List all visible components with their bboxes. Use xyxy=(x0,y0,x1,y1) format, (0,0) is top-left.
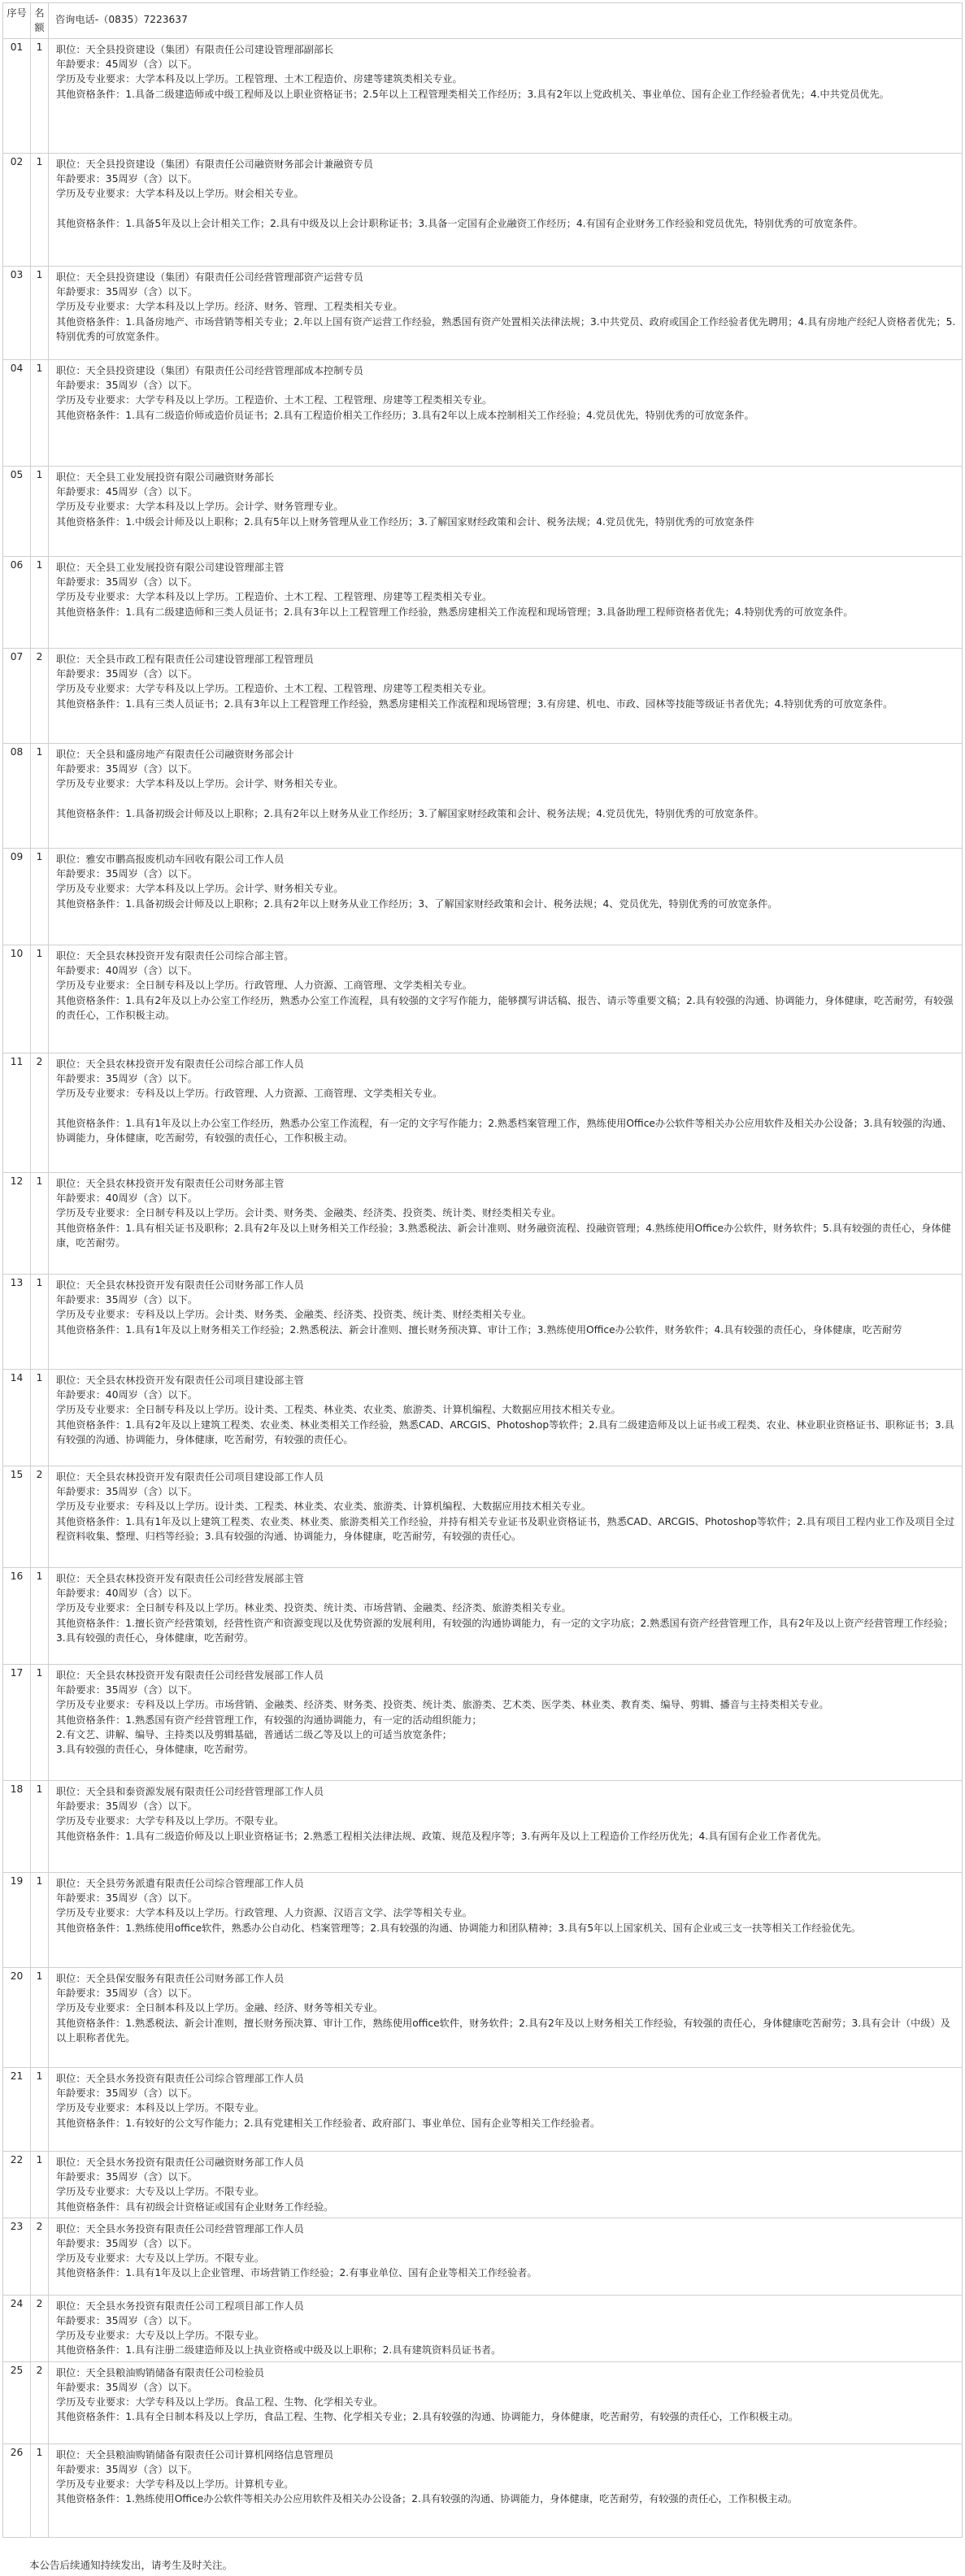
row-serial-number: 12 xyxy=(3,1173,31,1275)
row-serial-number: 07 xyxy=(3,649,31,744)
row-description: 职位：天全县投资建设（集团）有限责任公司融资财务部会计兼融资专员 年龄要求：35周岁（含）以下。 学历及专业要求：大学本科及以上学历。财会相关专业。 其他资格条件：1.具备5年及以上会计相关工作；2.具有中级及以上会计职称证书；3.具备一定国有企业融资工作经历；4.有国有企业财务工作经验和党员优先，特别优秀的可放宽条件。 xyxy=(49,154,963,267)
row-serial-number: 03 xyxy=(3,267,31,360)
row-quota: 2 xyxy=(31,2295,49,2361)
table-row xyxy=(3,360,963,467)
row-serial-number: 23 xyxy=(3,2218,31,2295)
row-quota: 1 xyxy=(31,744,49,849)
row-quota: 1 xyxy=(31,945,49,1053)
table-header-row xyxy=(3,3,963,39)
table-row xyxy=(3,2444,963,2537)
table-row xyxy=(3,1370,963,1466)
row-description: 职位：天全县劳务派遣有限责任公司综合管理部工作人员 年龄要求：35周岁（含）以下。 学历及专业要求：大学本科及以上学历。行政管理、人力资源、汉语言文学、法学等相关专业。 其他资格条件：1.熟练使用office软件，熟悉办公自动化、档案管理等；2.具有较强的沟通、协调能力和团队精神；3.具有5年以上国家机关、国有企业或三支一扶等相关工作经验优先。 xyxy=(49,1873,963,1968)
row-serial-number: 09 xyxy=(3,849,31,945)
row-quota: 1 xyxy=(31,1568,49,1665)
row-quota: 1 xyxy=(31,557,49,649)
row-serial-number: 04 xyxy=(3,360,31,467)
table-row xyxy=(3,2068,963,2152)
table-row xyxy=(3,1173,963,1275)
row-quota: 1 xyxy=(31,360,49,467)
table-row xyxy=(3,557,963,649)
row-quota: 2 xyxy=(31,2361,49,2444)
row-serial-number: 14 xyxy=(3,1370,31,1466)
row-serial-number: 05 xyxy=(3,467,31,557)
row-serial-number: 18 xyxy=(3,1781,31,1873)
row-quota: 1 xyxy=(31,1173,49,1275)
row-description: 职位：天全县农林投资开发有限责任公司经营发展部主管 年龄要求：40周岁（含）以下。 学历及专业要求：全日制专科及以上学历。林业类、投资类、统计类、市场营销、金融类、经济类、旅游类相关专业。 其他资格条件：1.擅长资产经营策划，经营性资产和资源变现以及优势资源的发展利用，有较强的沟通协调能力，有一定的文字功底；2.熟悉国有资产经营管理工作，具有2年及以上资产经营管理工作经验；3.具有较强的责任心，身体健康，吃苦耐劳。 xyxy=(49,1568,963,1665)
row-quota: 1 xyxy=(31,1781,49,1873)
table-row xyxy=(3,2361,963,2444)
table-row xyxy=(3,267,963,360)
row-serial-number: 21 xyxy=(3,2068,31,2152)
row-description: 职位：天全县水务投资有限责任公司工程项目部工作人员 年龄要求：35周岁（含）以下。 学历及专业要求：大专及以上学历。不限专业。 其他资格条件：1.具有注册二级建造师及以上执业资格或中级及以上职称；2.具有建筑资料员证书者。 xyxy=(49,2295,963,2361)
row-description: 职位：天全县工业发展投资有限公司建设管理部主管 年龄要求：35周岁（含）以下。 学历及专业要求：大学本科及以上学历。工程造价、土木工程、工程管理、房建等工程类相关专业。 其他资格条件：1.具有二级建造师和三类人员证书；2.具有3年以上工程管理工作经验，熟悉房建相关工作流程和现场管理；3.具备助理工程师资格者优先；4.特别优秀的可放宽条件。 xyxy=(49,557,963,649)
row-serial-number: 13 xyxy=(3,1275,31,1370)
contact-phone: 咨询电话-（0835）7223637 xyxy=(49,3,963,39)
row-serial-number: 08 xyxy=(3,744,31,849)
positions-table xyxy=(2,2,963,2538)
row-description: 职位：天全县和盛房地产有限责任公司融资财务部会计 年龄要求：35周岁（含）以下。 学历及专业要求：大学本科及以上学历。会计学、财务相关专业。 其他资格条件：1.具备初级会计师及以上职称；2.具有2年以上财务从业工作经历；3.了解国家财经政策和会计、税务法规；4.党员优先，特别优秀的可放宽条件。 xyxy=(49,744,963,849)
table-row xyxy=(3,1466,963,1568)
row-quota: 1 xyxy=(31,1873,49,1968)
row-description: 职位：天全县水务投资有限责任公司综合管理部工作人员 年龄要求：35周岁（含）以下。 学历及专业要求：本科及以上学历。不限专业。 其他资格条件：1.有较好的公文写作能力；2.具有党建相关工作经验者、政府部门、事业单位、国有企业等相关工作经验者。 xyxy=(49,2068,963,2152)
table-row xyxy=(3,1568,963,1665)
table-row xyxy=(3,849,963,945)
row-description: 职位：天全县投资建设（集团）有限责任公司建设管理部副部长 年龄要求：45周岁（含）以下。 学历及专业要求：大学本科及以上学历。工程管理、土木工程造价、房建等建筑类相关专业。 其他资格条件：1.具备二级建造师或中级工程师及以上职业资格证书；2.5年以上工程管理类相关工作经历；3.具有2年以上党政机关、事业单位、国有企业工作经验者优先；4.中共党员优先。 xyxy=(49,39,963,154)
table-row xyxy=(3,1275,963,1370)
row-quota: 1 xyxy=(31,2444,49,2537)
header-quota: 名额 xyxy=(31,3,49,39)
table-row xyxy=(3,467,963,557)
table-row xyxy=(3,1665,963,1781)
table-row xyxy=(3,1968,963,2068)
row-quota: 1 xyxy=(31,1968,49,2068)
table-row xyxy=(3,2152,963,2218)
row-serial-number: 06 xyxy=(3,557,31,649)
header-serial-number: 序号 xyxy=(3,3,31,39)
table-row xyxy=(3,2295,963,2361)
row-description: 职位：天全县投资建设（集团）有限责任公司经营管理部成本控制专员 年龄要求：35周岁（含）以下。 学历及专业要求：大学专科及以上学历。工程造价、土木工程、工程管理、房建等工程类相关专业。 其他资格条件：1.具有二级造价师或造价员证书；2.具有工程造价相关工作经历；3.具有2年以上成本控制相关工作经验；4.党员优先，特别优秀的可放宽条件。 xyxy=(49,360,963,467)
row-serial-number: 10 xyxy=(3,945,31,1053)
row-serial-number: 17 xyxy=(3,1665,31,1781)
footer-note: 本公告后续通知持续发出，请考生及时关注。 xyxy=(29,2559,233,2571)
row-description: 职位：天全县水务投资有限责任公司经营管理部工作人员 年龄要求：35周岁（含）以下。 学历及专业要求：大专及以上学历。不限专业。 其他资格条件：1.具有1年及以上企业管理、市场营销工作经验；2.有事业单位、国有企业等相关工作经验者。 xyxy=(49,2218,963,2295)
row-description: 职位：天全县水务投资有限责任公司融资财务部工作人员 年龄要求：35周岁（含）以下。 学历及专业要求：大专及以上学历。不限专业。 其他资格条件：具有初级会计资格证或国有企业财务工作经验。 xyxy=(49,2152,963,2218)
row-quota: 1 xyxy=(31,1370,49,1466)
row-quota: 2 xyxy=(31,2218,49,2295)
row-quota: 1 xyxy=(31,849,49,945)
row-description: 职位：天全县工业发展投资有限公司融资财务部长 年龄要求：45周岁（含）以下。 学历及专业要求：大学本科及以上学历。会计学、财务管理专业。 其他资格条件：1.中级会计师及以上职称；2.具有5年以上财务管理从业工作经历；3.了解国家财经政策和会计、税务法规；4.党员优先，特别优秀的可放宽条件 xyxy=(49,467,963,557)
row-serial-number: 22 xyxy=(3,2152,31,2218)
table-row xyxy=(3,649,963,744)
row-quota: 2 xyxy=(31,1466,49,1568)
row-description: 职位：天全县农林投资开发有限责任公司财务部主管 年龄要求：40周岁（含）以下。 学历及专业要求：全日制专科及以上学历。会计类、财务类、金融类、经济类、投资类、统计类、财经类相关专业。 其他资格条件：1.具有相关证书及职称；2.具有2年及以上财务相关工作经验；3.熟悉税法、新会计准则、财务融资流程、投融资管理；4.熟练使用Office办公软件，财务软件；5.具有较强的责任心，身体健康，吃苦耐劳。 xyxy=(49,1173,963,1275)
row-description: 职位：天全县和泰资源发展有限责任公司经营管理部工作人员 年龄要求：35周岁（含）以下。 学历及专业要求：大学专科及以上学历。不限专业。 其他资格条件：1.具有二级造价师及以上职业资格证书；2.熟悉工程相关法律法规、政策、规范及程序等；3.有两年及以上工程造价工作经历优先；4.具有国有企业工作者优先。 xyxy=(49,1781,963,1873)
row-quota: 2 xyxy=(31,1053,49,1173)
table-row xyxy=(3,1053,963,1173)
table-row xyxy=(3,2218,963,2295)
table-row xyxy=(3,744,963,849)
row-description: 职位：天全县投资建设（集团）有限责任公司经营管理部资产运营专员 年龄要求：35周岁（含）以下。 学历及专业要求：大学本科及以上学历。经济、财务、管理、工程类相关专业。 其他资格条件：1.具备房地产、市场营销等相关专业；2.年以上国有资产运营工作经验，熟悉国有资产处置相关法律法规；3.中共党员、政府或国企工作经验者优先聘用；4.具有房地产经纪人资格者优先；5.特别优秀的可放宽条件。 xyxy=(49,267,963,360)
row-description: 职位：雅安市鹏高报废机动车回收有限公司工作人员 年龄要求：35周岁（含）以下。 学历及专业要求：大学本科及以上学历。会计学、财务相关专业。 其他资格条件：1.具备初级会计师及以上职称；2.具有2年以上财务从业工作经历；3、了解国家财经政策和会计、税务法规；4、党员优先，特别优秀的可放宽条件。 xyxy=(49,849,963,945)
row-description: 职位：天全县农林投资开发有限责任公司经营发展部工作人员 年龄要求：35周岁（含）以下。 学历及专业要求：专科及以上学历。市场营销、金融类、经济类、财务类、投资类、统计类、旅游类、艺术类、医学类、林业类、教育类、编导、剪辑、播音与主持类相关专业。 其他资格条件：1.熟悉国有资产经营管理工作，有较强的沟通协调能力，有一定的活动组织能力； 2.有文艺、讲解、编导、主持类以及剪辑基础，普通话二级乙等及以上的可适当放宽条件； 3.具有较强的责任心，身体健康，吃苦耐劳。 xyxy=(49,1665,963,1781)
row-quota: 1 xyxy=(31,467,49,557)
row-description: 职位：天全县农林投资开发有限责任公司综合部主管。 年龄要求：40周岁（含）以下。 学历及专业要求：全日制专科及以上学历。行政管理、人力资源、工商管理、文学类相关专业。 其他资格条件：1.具有2年及以上办公室工作经历，熟悉办公室工作流程，具有较强的文字写作能力，能够撰写讲话稿、报告、请示等重要文稿；2.具有较强的沟通、协调能力，身体健康，吃苦耐劳，有较强的责任心，工作积极主动。 xyxy=(49,945,963,1053)
table-row xyxy=(3,154,963,267)
row-description: 职位：天全县粮油购销储备有限责任公司检验员 年龄要求：35周岁（含）以下。 学历及专业要求：大学专科及以上学历。食品工程、生物、化学相关专业。 其他资格条件：1.具有全日制本科及以上学历，食品工程、生物、化学相关专业；2.具有较强的沟通、协调能力，身体健康，吃苦耐劳，有较强的责任心，工作积极主动。 xyxy=(49,2361,963,2444)
table-row xyxy=(3,1781,963,1873)
row-quota: 1 xyxy=(31,39,49,154)
row-quota: 1 xyxy=(31,154,49,267)
row-serial-number: 25 xyxy=(3,2361,31,2444)
row-description: 职位：天全县农林投资开发有限责任公司综合部工作人员 年龄要求：35周岁（含）以下。 学历及专业要求：专科及以上学历。行政管理、人力资源、工商管理、文学类相关专业。 其他资格条件：1.具有1年及以上办公室工作经历，熟悉办公室工作流程，有一定的文字写作能力；2.熟悉档案管理工作，熟练使用Office办公软件等相关办公应用软件及相关办公设备；3.具有较强的沟通、协调能力，身体健康，吃苦耐劳，有较强的责任心，工作积极主动。 xyxy=(49,1053,963,1173)
row-quota: 1 xyxy=(31,2152,49,2218)
table-row xyxy=(3,1873,963,1968)
row-quota: 2 xyxy=(31,649,49,744)
row-description: 职位：天全县农林投资开发有限责任公司项目建设部主管 年龄要求：40周岁（含）以下。 学历及专业要求：全日制专科及以上学历。设计类、工程类、林业类、农业类、旅游类、计算机编程、大数据应用技术相关专业。 其他资格条件：1.具有2年及以上建筑工程类、农业类、林业类相关工作经验，熟悉CAD、ARCGIS、Photoshop等软件；2.具有二级建造师及以上证书或工程类、农业、林业职业资格证书、职称证书；3.具有较强的沟通、协调能力，身体健康，吃苦耐劳，有较强的责任心。 xyxy=(49,1370,963,1466)
row-quota: 1 xyxy=(31,267,49,360)
row-quota: 1 xyxy=(31,2068,49,2152)
row-description: 职位：天全县农林投资开发有限责任公司项目建设部工作人员 年龄要求：35周岁（含）以下。 学历及专业要求：专科及以上学历。设计类、工程类、林业类、农业类、旅游类、计算机编程、大数据应用技术相关专业。 其他资格条件：1.具有1年及以上建筑工程类、农业类、林业类、旅游类相关工作经验，并持有相关专业证书及职业资格证书，熟悉CAD、ARCGIS、Photoshop等软件；2.具有项目工程内业工作及项目全过程资料收集、整理、归档等经验；3.具有较强的沟通、协调能力，身体健康，吃苦耐劳，有较强的责任心。 xyxy=(49,1466,963,1568)
row-description: 职位：天全县农林投资开发有限责任公司财务部工作人员 年龄要求：35周岁（含）以下。 学历及专业要求：专科及以上学历。会计类、财务类、金融类、经济类、投资类、统计类、财经类相关专业。 其他资格条件：1.具有1年及以上财务相关工作经验；2.熟悉税法、新会计准则、擅长财务预决算、审计工作；3.熟练使用Office办公软件，财务软件；4.具有较强的责任心，身体健康，吃苦耐劳 xyxy=(49,1275,963,1370)
row-serial-number: 20 xyxy=(3,1968,31,2068)
row-quota: 1 xyxy=(31,1665,49,1781)
row-serial-number: 16 xyxy=(3,1568,31,1665)
row-serial-number: 02 xyxy=(3,154,31,267)
table-row xyxy=(3,945,963,1053)
row-serial-number: 15 xyxy=(3,1466,31,1568)
row-serial-number: 19 xyxy=(3,1873,31,1968)
row-description: 职位：天全县市政工程有限责任公司建设管理部工程管理员 年龄要求：35周岁（含）以下。 学历及专业要求：大学专科及以上学历。工程造价、土木工程、工程管理、房建等工程类相关专业。 其他资格条件：1.具有三类人员证书；2.具有3年以上工程管理工作经验，熟悉房建相关工作流程和现场管理；3.有房建、机电、市政、园林等技能等级证书者优先；4.特别优秀的可放宽条件。 xyxy=(49,649,963,744)
row-quota: 1 xyxy=(31,1275,49,1370)
row-description: 职位：天全县粮油购销储备有限责任公司计算机网络信息管理员 年龄要求：35周岁（含）以下。 学历及专业要求：大学专科及以上学历。计算机专业。 其他资格条件：1.熟练使用Office办公软件等相关办公应用软件及相关办公设备；2.具有较强的沟通、协调能力，身体健康，吃苦耐劳，有较强的责任心，工作积极主动。 xyxy=(49,2444,963,2537)
row-serial-number: 11 xyxy=(3,1053,31,1173)
row-serial-number: 24 xyxy=(3,2295,31,2361)
row-serial-number: 26 xyxy=(3,2444,31,2537)
table-row xyxy=(3,39,963,154)
row-description: 职位：天全县保安服务有限责任公司财务部工作人员 年龄要求：35周岁（含）以下。 学历及专业要求：全日制本科及以上学历。金融、经济、财务等相关专业。 其他资格条件：1.熟悉税法、新会计准则，擅长财务预决算、审计工作，熟练使用office软件，财务软件；2.具有2年及以上财务相关工作经验，有较强的责任心，身体健康吃苦耐劳；3.具有会计（中级）及以上职称者优先。 xyxy=(49,1968,963,2068)
row-serial-number: 01 xyxy=(3,39,31,154)
